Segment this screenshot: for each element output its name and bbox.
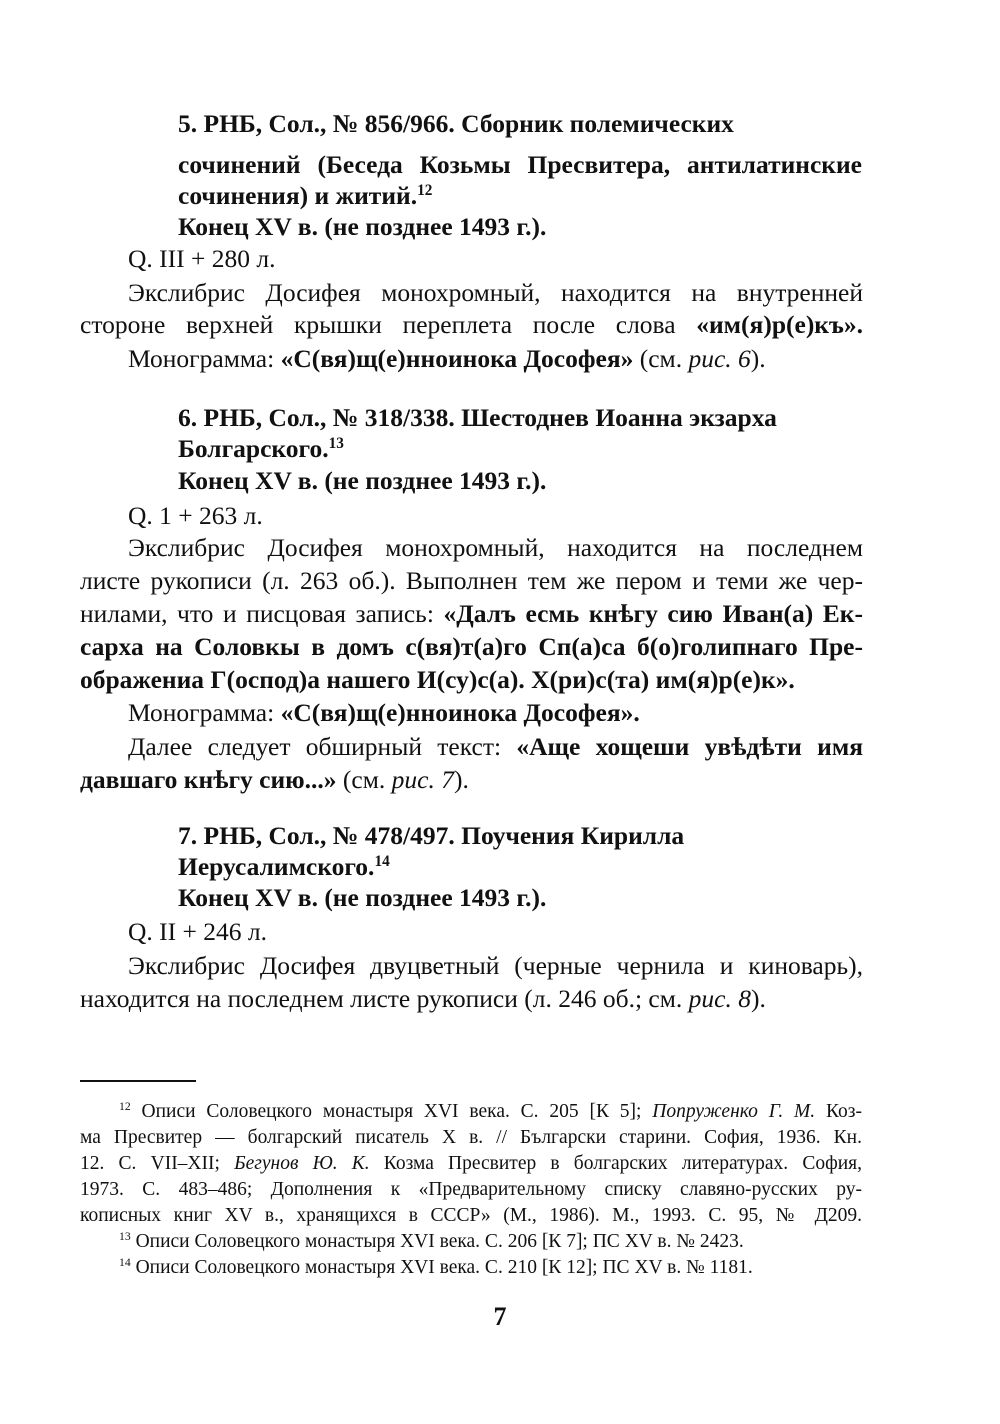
footnote-12-author2: Бегунов Ю. К. [234,1153,370,1174]
entry6-text2-plain: Далее следует обширный текст: [128,732,517,761]
entry6-text-plain: нилами, что и писцовая запись: [80,599,444,628]
entry6-heading-text: Болгарского. [178,434,329,463]
entry7-date: Конец XV в. (не позднее 1493 г.). [178,883,547,912]
figure-ref: рис. 8 [688,984,751,1013]
entry5-format: Q. III + 280 л. [128,244,276,273]
entry6-text-line2: листе рукописи (л. 263 об.). Выполнен тем же пером и теми же чер- [80,566,863,595]
entry6-heading-line2 [178,433,344,465]
closing-paren: ). [750,984,766,1013]
footnote-13-number: 13 [119,1229,131,1243]
footnote-12-author: Попруженко Г. М. [652,1101,816,1122]
entry5-heading-line1: 5. РНБ, Сол., № 856/966. Сборник полемических [178,109,734,138]
monogram-label: Монограмма: [128,698,281,727]
entry6-text-line1: Экслибрис Досифея монохромный, находится на последнем [128,533,863,562]
entry6-text2-line1 [128,731,863,763]
footnote-ref-13: 13 [328,434,344,452]
entry5-heading-text: сочинения) и житий. [178,181,418,210]
footnote-12-line2: ма Пресвитер — болгарский писатель X в. // Български старини. София, 1936. Кн. [80,1127,862,1148]
entry7-text-line1: Экслибрис Досифея двуцветный (черные чернила и киноварь), [128,951,863,980]
entry6-text-line4: сарха на Соловкы в домъ с(вя)т(а)го Сп(а)са б(о)голипнаго Пре- [80,632,863,661]
footnote-12-number: 12 [119,1099,131,1113]
entry5-date: Конец XV в. (не позднее 1493 г.). [178,212,547,241]
footnote-divider [80,1080,196,1082]
entry5-text-line2 [80,309,863,341]
monogram-text: «С(вя)щ(е)нноинока Дософея». [280,698,640,727]
entry5-quote: «им(я)р(е)къ». [696,310,863,339]
footnote-12-text: 12. С. VII–XII; [80,1153,235,1174]
footnote-14-number: 14 [119,1255,131,1269]
entry6-heading-line1: 6. РНБ, Сол., № 318/338. Шестоднев Иоанна экзарха [178,403,777,432]
entry6-format: Q. 1 + 263 л. [128,501,263,530]
entry7-text-plain: находится на последнем листе рукописи (л. 246 об.; см. [80,984,689,1013]
footnote-12-line4: 1973. С. 483–486; Дополнения к «Предварительному списку славяно-русских ру- [80,1179,862,1200]
monogram-label: Монограмма: [128,344,281,373]
figure-ref: рис. 6 [688,344,751,373]
entry5-monogram [128,343,766,375]
footnote-12-line5: кописных книг XV в., хранящихся в СССР» (М., 1986). М., 1993. С. 95, № Д209. [80,1205,862,1226]
entry7-format: Q. II + 246 л. [128,917,268,946]
page-number: 7 [493,1302,507,1331]
monogram-text: «С(вя)щ(е)нноинока Дософея» [280,344,634,373]
footnote-12-text-cont: Козма Пресвитер в болгарских литературах. София, [369,1153,862,1174]
entry6-date: Конец XV в. (не позднее 1493 г.). [178,466,547,495]
closing-paren: ). [750,344,766,373]
see-text: (см. [336,765,392,794]
footnote-12-line3 [80,1152,862,1176]
entry6-text2-line2 [80,764,469,796]
entry6-text-line3 [80,598,863,630]
see-text: (см. [633,344,689,373]
entry6-quote2: «Аще хощеши увѣдѣти имя [516,732,863,761]
footnote-14-text: Описи Соловецкого монастыря XVI века. С. 210 [К 12]; ПС XV в. № 1181. [130,1257,753,1278]
entry7-heading-text: Иерусалимского. [178,852,375,881]
entry5-heading-line2: сочинений (Беседа Козьмы Пресвитера, антилатинские [178,150,862,179]
entry6-monogram [128,697,640,729]
footnote-12-text-cont: Коз- [815,1101,862,1122]
footnote-14 [119,1256,753,1280]
footnote-13-text: Описи Соловецкого монастыря XVI века. С. 206 [К 7]; ПС XV в. № 2423. [130,1231,744,1252]
entry6-quote2-end: давшаго кнѣгу сию...» [80,765,337,794]
entry7-text-line2 [80,983,766,1015]
entry5-text-plain: стороне верхней крышки переплета после слова [80,310,697,339]
footnote-ref-14: 14 [374,852,390,870]
closing-paren: ). [453,765,469,794]
entry7-heading-line1: 7. РНБ, Сол., № 478/497. Поучения Кирилла [178,821,685,850]
footnote-12-line1 [119,1100,862,1124]
entry5-text-line1: Экслибрис Досифея монохромный, находится на внутренней [128,278,863,307]
entry7-heading-line2 [178,851,390,883]
entry5-heading-line3 [178,180,432,212]
entry6-quote-start: «Далъ есмь кнѣгу сию Иван(а) Ек- [443,599,863,628]
footnote-ref-12: 12 [417,181,433,199]
footnote-13 [119,1230,744,1254]
footnote-12-text: Описи Соловецкого монастыря XVI века. С. 205 [К 5]; [130,1101,653,1122]
entry6-text-line5: ображениа Г(оспод)а нашего И(су)с(а). Х(ри)с(та) им(я)р(е)к». [80,665,795,694]
figure-ref: рис. 7 [391,765,454,794]
